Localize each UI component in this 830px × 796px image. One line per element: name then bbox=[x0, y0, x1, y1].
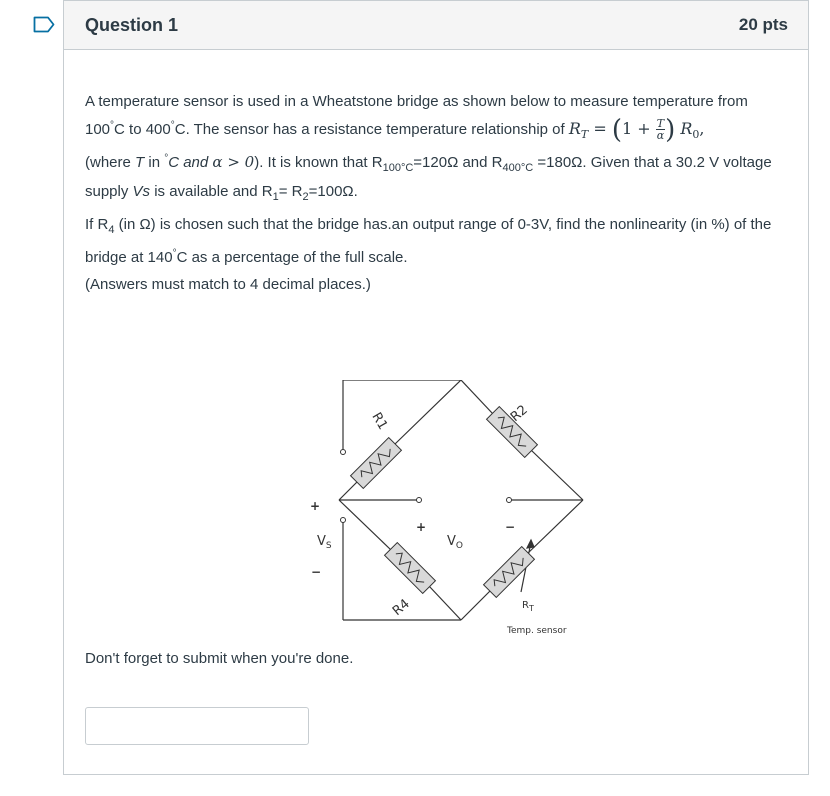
question-text-paragraph-2: If $R_4$ (in Ω) is chosen such that the bridge has.an output range of 0-3V, find the nonlinearity (in %) of the bridge at 140°C as a percentage of the full scale. bbox=[85, 216, 772, 266]
resistor-r1 bbox=[351, 438, 402, 489]
resistor-rt-sensor bbox=[484, 547, 535, 598]
label-vs-plus: + bbox=[310, 499, 321, 513]
submit-reminder: Don't forget to submit when you're done. bbox=[85, 650, 354, 667]
label-vo-plus: + bbox=[416, 520, 427, 534]
label-vs-minus: − bbox=[311, 565, 322, 579]
label-rt: $R_T$ bbox=[522, 600, 534, 613]
question-text-paragraph-3: (Answers must match to 4 decimal places.) bbox=[85, 276, 371, 293]
question-header bbox=[64, 1, 808, 50]
label-vs: $V_S$ bbox=[317, 534, 332, 551]
flag-question-icon[interactable] bbox=[33, 16, 55, 33]
question-points: 20 pts bbox=[738, 15, 788, 34]
label-vo-minus: − bbox=[505, 520, 516, 534]
label-temp-sensor: Temp. sensor bbox=[507, 626, 567, 636]
resistance-formula: $R_T = (1$ + $\frac{T}{\alpha}$ ) $R_0$, bbox=[568, 115, 705, 145]
resistor-r4 bbox=[385, 543, 436, 594]
question-card bbox=[63, 0, 809, 775]
label-r2: R2 bbox=[507, 402, 531, 426]
answer-input[interactable] bbox=[85, 707, 309, 745]
wheatstone-bridge-diagram bbox=[305, 380, 585, 640]
label-r4: R4 bbox=[389, 596, 413, 620]
question-text-paragraph-1: A temperature sensor is used in a Wheatstone bridge as shown below to measure temperature from 100°C to 400°C. The sensor has a resistance temperature relationship of $R_T = (1$ + $\frac{T}{\alpha}$ ) $R_0$, (where T in °C and α > 0). It is known that $R_{100^\circ C}=120\Omega$ and $R_{400^\circ C} =180\Omega$. Given that a 30.2 V voltage supply Vs is available and $R_1= R_2=100\Omega$. bbox=[85, 93, 772, 204]
question-title: Question 1 bbox=[85, 14, 179, 35]
label-r1: R1 bbox=[368, 410, 391, 433]
label-vo: $V_O$ bbox=[447, 534, 463, 551]
